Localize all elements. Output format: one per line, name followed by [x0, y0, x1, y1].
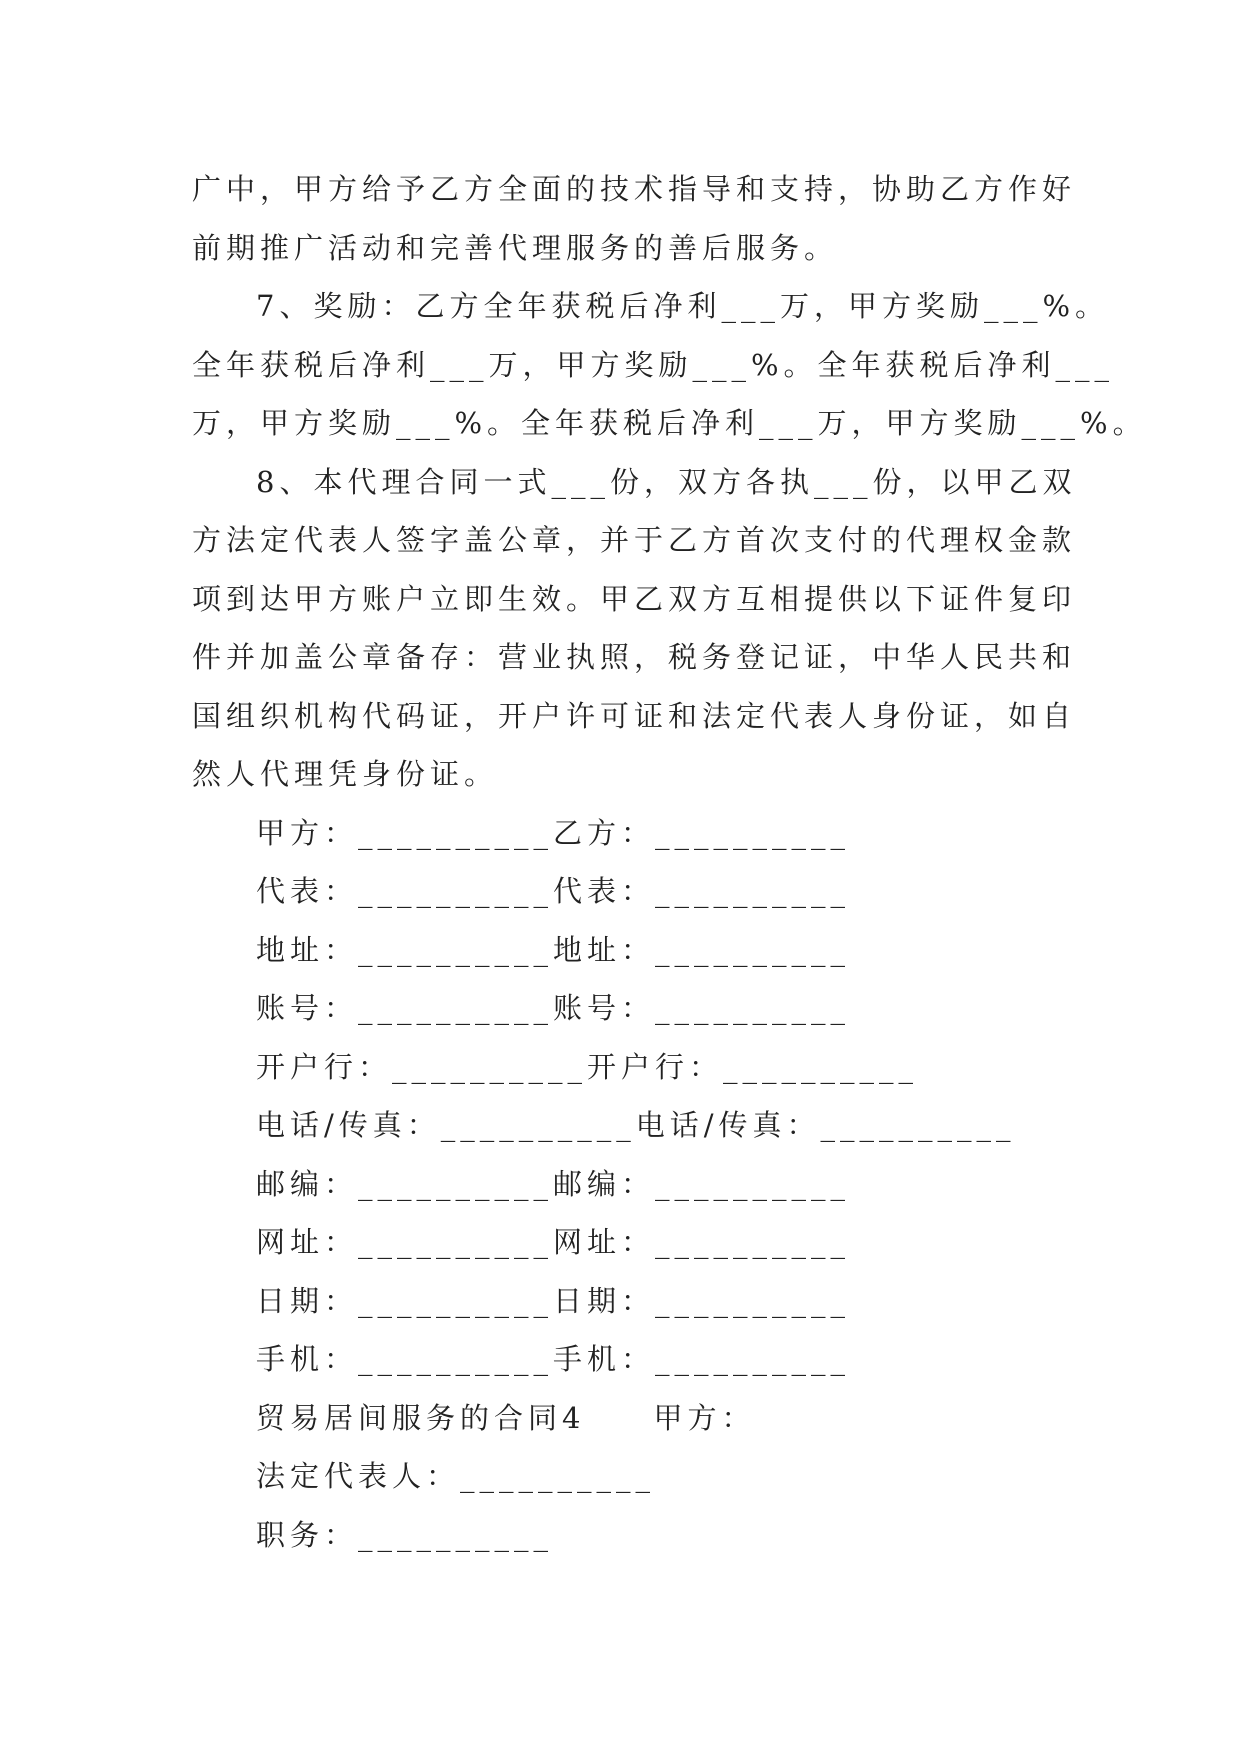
phone-fax-field-row: 电话/传真：__________电话/传真：__________: [256, 1108, 1016, 1142]
account-field-row: 账号：__________账号：__________: [256, 991, 851, 1025]
clause-8-copies: 8、本代理合同一式___份，双方各执___份，以甲乙双: [256, 464, 1077, 499]
body-line: 项到达甲方账户立即生效。甲乙双方互相提供以下证件复印: [192, 581, 1077, 616]
address-field-row: 地址：__________地址：__________: [256, 932, 851, 967]
legal-representative-field-row: 法定代表人：__________: [256, 1459, 656, 1493]
body-line: 广中，甲方给予乙方全面的技术指导和支持，协助乙方作好: [192, 172, 1077, 206]
postcode-field-row: 邮编：__________邮编：__________: [256, 1166, 851, 1201]
signature-block: [192, 804, 1052, 1565]
clause-7-reward: 7、奖励：乙方全年获税后净利___万，甲方奖励___%。: [256, 289, 1110, 323]
date-field-row: 日期：__________日期：__________: [256, 1283, 851, 1318]
body-line: 前期推广活动和完善代理服务的善后服务。: [192, 230, 839, 265]
representative-field-row: 代表：__________代表：__________: [256, 874, 851, 908]
next-contract-heading: 贸易居间服务的合同4 甲方：: [256, 1400, 756, 1435]
position-field-row: 职务：__________: [256, 1517, 554, 1552]
body-line: 国组织机构代码证，开户许可证和法定代表人身份证，如自: [192, 698, 1077, 733]
body-line: 万，甲方奖励___%。全年获税后净利___万，甲方奖励___%。: [192, 406, 1147, 440]
mobile-field-row: 手机：__________手机：__________: [256, 1342, 851, 1376]
website-field-row: 网址：__________网址：__________: [256, 1225, 851, 1259]
party-field-row: 甲方：__________乙方：__________: [256, 815, 851, 850]
body-line: 全年获税后净利___万，甲方奖励___%。全年获税后净利___: [192, 347, 1115, 382]
body-line: 然人代理凭身份证。: [192, 757, 499, 791]
contract-body: [192, 160, 1147, 804]
bank-field-row: 开户行：__________开户行：__________: [256, 1049, 919, 1084]
body-line: 件并加盖公章备存：营业执照，税务登记证，中华人民共和: [192, 640, 1077, 674]
document-page: [192, 160, 1147, 1564]
body-line: 方法定代表人签字盖公章，并于乙方首次支付的代理权金款: [192, 523, 1077, 557]
